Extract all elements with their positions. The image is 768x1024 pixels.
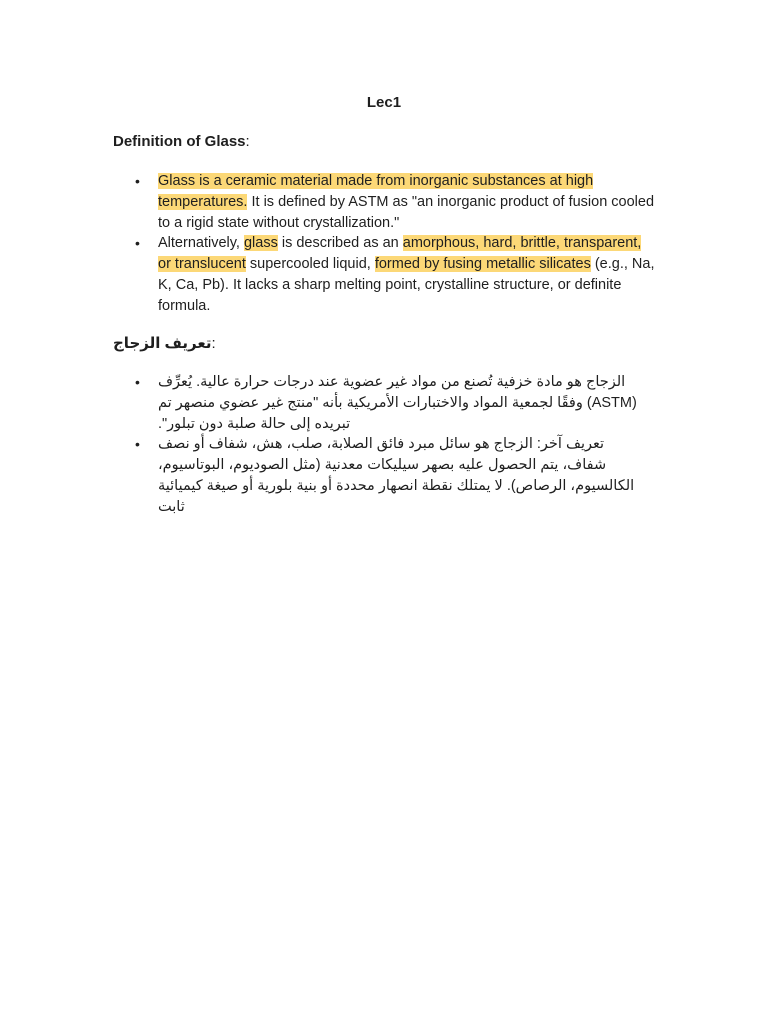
english-heading — [113, 133, 250, 150]
arabic-heading-text: تعريف الزجاج — [113, 335, 212, 352]
english-bullet-list — [135, 171, 658, 317]
bullet-marker: • — [135, 235, 140, 252]
bullet-text: is described as an — [277, 235, 403, 252]
bullet-text: It is defined by ASTM as "an inorganic product of fusion cooled to a rigid state without crystallization." — [158, 193, 655, 231]
arabic-bullet-text: تعريف آخر: الزجاج هو سائل مبرد فائق الصلابة، صلب، هش، شفاف أو نصف شفاف، يتم الحصول عليه بصهر سيليكات معدنية (مثل الصوديوم، البوتاسيوم، الكالسيوم، الرصاص). لا يمتلك نقطة انصهار محددة أو بنية بلورية أو صيغة كيميائية ثابت — [158, 436, 635, 515]
english-bullet-2 — [135, 233, 658, 316]
bullet-text: (e.g., Na, K, Ca, Pb). It lacks a sharp melting point, crystalline structure, or definite formula. — [158, 256, 655, 314]
english-bullet-1 — [135, 171, 658, 233]
arabic-bullet-2 — [135, 434, 658, 517]
english-heading-colon: : — [245, 133, 250, 150]
arabic-bullet-text: الزجاج هو مادة خزفية تُصنع من مواد غير عضوية عند درجات حرارة عالية. يُعرِّف (ASTM) وفقًا لجمعية المواد والاختبارات الأمريكية بأنه "منتج غير عضوي منصهر تم تبريده إلى حالة صلبة دون تبلور". — [158, 374, 637, 432]
arabic-bullet-1 — [135, 372, 658, 434]
highlighted-text: amorphous, hard, brittle, transparent, or translucent — [158, 235, 642, 273]
bullet-marker: • — [135, 173, 140, 189]
highlighted-text: glass — [243, 235, 278, 252]
highlighted-text: formed by fusing metallic silicates — [374, 256, 591, 273]
bullet-text: Alternatively, — [158, 235, 244, 252]
arabic-bullet-list — [135, 372, 658, 518]
bullet-text: supercooled liquid, — [245, 256, 375, 273]
page-title: Lec1 — [366, 94, 402, 111]
english-heading-text: Definition of Glass — [113, 133, 246, 150]
bullet-marker: • — [135, 374, 140, 390]
arabic-heading — [113, 334, 216, 352]
arabic-heading-colon: : — [211, 335, 216, 352]
highlighted-text: Glass is a ceramic material made from inorganic substances at high temperatures. — [158, 173, 594, 210]
bullet-marker: • — [135, 436, 140, 453]
